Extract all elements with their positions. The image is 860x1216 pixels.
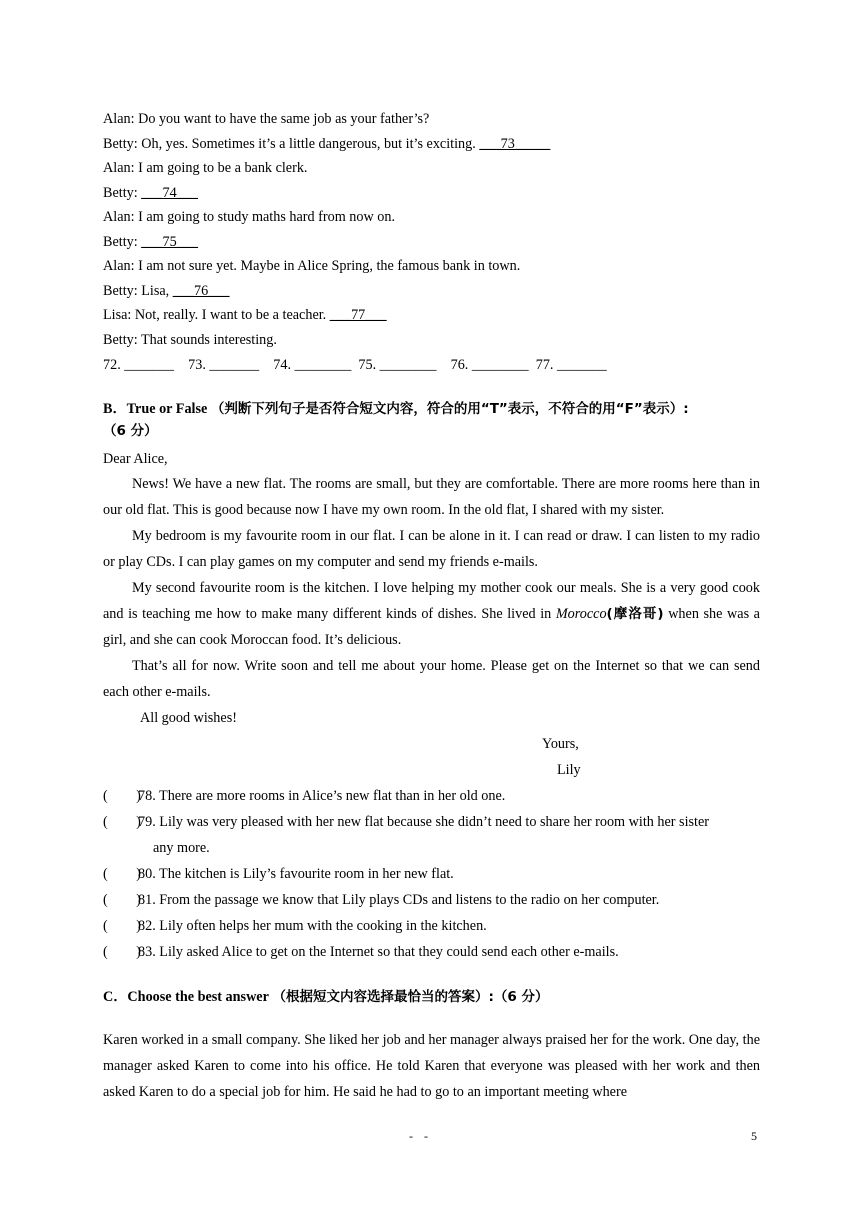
question-83: ( ) 83. Lily asked Alice to get on the Internet so that they could send each other e-mails.	[103, 939, 760, 965]
blank-74[interactable]: ___74___	[141, 185, 198, 201]
answer-paren-81[interactable]: ( )	[103, 892, 141, 908]
letter-signature: Lily	[557, 762, 581, 778]
letter-paragraph-2: My bedroom is my favourite room in our flat. I can be alone in it. I can read or draw. I can listen to my radio or play CDs. I can play games on my computer and send my friends e-mails.	[103, 528, 760, 570]
section-b-instruction: （判断下列句子是否符合短文内容，符合的用“T”表示，不符合的用“F”表示）:	[210, 401, 689, 417]
dialogue-line-10: Betty: That sounds interesting.	[103, 332, 277, 348]
answer-blanks-line[interactable]: 72. _______ 73. _______ 74. ________ 75. ________ 76. ________ 77. _______	[103, 357, 607, 373]
dialogue-line-5: Alan: I am going to study maths hard from now on.	[103, 209, 395, 225]
blank-75[interactable]: ___75___	[141, 234, 198, 250]
blank-76[interactable]: ___76___	[172, 283, 230, 299]
section-b-title: B．True or False	[103, 401, 208, 417]
section-b-points: （6 分）	[103, 423, 158, 439]
dialogue-line-6: Betty: ___75___	[103, 234, 198, 250]
answer-paren-79[interactable]: ( )	[103, 814, 141, 830]
question-78: ( ) 78. There are more rooms in Alice’s new flat than in her old one.	[103, 783, 760, 809]
word-morocco: Morocco	[555, 606, 607, 622]
question-81: ( ) 81. From the passage we know that Lily plays CDs and listens to the radio on her computer.	[103, 887, 760, 913]
letter-closing: Yours,	[542, 736, 579, 752]
dialogue-line-8: Betty: Lisa, ___76___	[103, 283, 230, 299]
letter-paragraph-1: News! We have a new flat. The rooms are small, but they are comfortable. There are more rooms here than in our old flat. This is good because now I have my own room. In the old flat, I shared with my sister.	[103, 476, 760, 518]
dialogue-line-2: Betty: Oh, yes. Sometimes it’s a little dangerous, but it’s exciting. ___73_____	[103, 136, 551, 152]
letter-paragraph-3: My second favourite room is the kitchen. I love helping my mother cook our meals. She is a very good cook and is teaching me how to make many different kinds of dishes. She lived in Morocco(摩洛哥) when she was a girl, and she can cook Moroccan food. It’s delicious.	[103, 580, 760, 648]
letter-paragraph-4: That’s all for now. Write soon and tell me about your home. Please get on the Internet so that we can send each other e-mails.	[103, 658, 760, 700]
dialogue-line-4: Betty: ___74___	[103, 185, 198, 201]
letter-wishes: All good wishes!	[140, 710, 237, 726]
dialogue-line-3: Alan: I am going to be a bank clerk.	[103, 160, 308, 176]
question-79-continued: any more.	[153, 840, 210, 856]
question-79: ( ) 79. Lily was very pleased with her new flat because she didn’t need to share her room with her sister any more.	[103, 809, 760, 861]
answer-paren-82[interactable]: ( )	[103, 918, 141, 934]
section-c-instruction: （根据短文内容选择最恰当的答案）:（6 分）	[272, 989, 549, 1005]
page-number: 5	[751, 1129, 757, 1143]
answer-paren-83[interactable]: ( )	[103, 944, 141, 960]
word-morocco-cn: (摩洛哥)	[606, 606, 664, 622]
section-c-heading	[103, 988, 548, 1006]
blank-73[interactable]: ___73_____	[479, 136, 551, 152]
dialogue-line-9: Lisa: Not, really. I want to be a teacher. ___77___	[103, 307, 387, 323]
answer-paren-80[interactable]: ( )	[103, 866, 141, 882]
section-c-passage: Karen worked in a small company. She liked her job and her manager always praised her for the work. One day, the manager asked Karen to come into his office. He told Karen that everyone was pleased with her work and then asked Karen to do a special job for him. He said he had to go to an important meeting where	[103, 1032, 760, 1100]
dialogue-line-7: Alan: I am not sure yet. Maybe in Alice Spring, the famous bank in town.	[103, 258, 521, 274]
blank-77[interactable]: ___77___	[329, 307, 387, 323]
footer-dashes: - -	[409, 1129, 432, 1143]
section-c-title: C．Choose the best answer	[103, 989, 269, 1005]
question-80: ( ) 80. The kitchen is Lily’s favourite room in her new flat.	[103, 861, 760, 887]
section-b-heading	[103, 400, 689, 418]
dialogue-line-1: Alan: Do you want to have the same job as your father’s?	[103, 111, 430, 127]
answer-paren-78[interactable]: ( )	[103, 788, 141, 804]
letter-greeting: Dear Alice,	[103, 451, 168, 467]
question-82: ( ) 82. Lily often helps her mum with the cooking in the kitchen.	[103, 913, 760, 939]
